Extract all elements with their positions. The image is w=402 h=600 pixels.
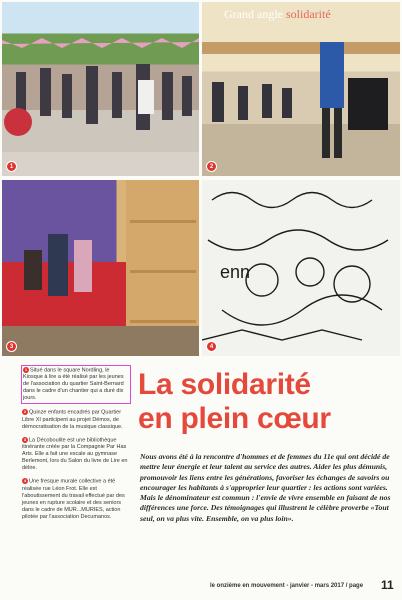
svg-text:enn: enn [220, 262, 251, 282]
caption-text: Situé dans le square Nordling, le Kiosque à lire a été réalisé par les jeunes de l'association du quartier Saint-Bernard dans le cadre d'un chantier qui a duré dix jours. [23, 367, 124, 402]
caption-text: Quinze enfants encadrés par Quartier Libre XI participent au projet Démos, de démocratisation de la musique classique. [22, 409, 123, 430]
caption-item [22, 478, 130, 520]
article-headline [138, 368, 400, 436]
page-footer: le onzième en mouvement - janvier - mars 2017 / page [210, 583, 364, 589]
caption-item [22, 409, 130, 430]
music-hall-illustration [202, 2, 400, 176]
library-illustration [2, 180, 199, 356]
caption-item [22, 437, 130, 472]
article-intro: Nous avons été à la rencontre d'hommes et de femmes du 11e qui ont décidé de mettre leur énergie et leur talent au service des autres. Aider les plus démunis, promouvoir les liens entre les générations, favoriser les échanges de savoirs ou encourager les habitants à s'approprier leur quartier : les actions sont variées. Mais le dénominateur est commun : l'envie de vivre ensemble en faisant de nos différences une force. Des témoignages qui illustrent le célèbre proverbe «Tout seul, on va plus vite. Ensemble, on va plus loin». [140, 452, 391, 523]
photo-street-event [2, 2, 199, 176]
headline-line-2: en plein cœur [138, 402, 331, 435]
photo-music-hall [202, 2, 400, 176]
caption-number: 3 [23, 436, 27, 442]
caption-number: 1 [24, 367, 28, 372]
caption-text: La Décoboulite est une bibliothèque itinérante créée par la Compagnie Par Has Arts. Elle a fait une escale au gymnase Berlemont, lors du Salon du livre de Lire en délire. [22, 437, 128, 472]
photo-overlay-title [224, 7, 331, 22]
mural-illustration [202, 180, 400, 356]
caption-text: Une fresque murale collective a été réalisée rue Léon Frot. Elle est l'aboutissement du travail effectué par des jeunes en rupture scolaire et des seniors dans le cadre de MUR...MURIES, action pilotée par l'association Decumanos. [22, 478, 125, 520]
photo-library-reading [2, 180, 199, 356]
photo-number-badge: 1 [6, 161, 17, 172]
caption-number: 4 [23, 478, 27, 484]
page-number: 11 [381, 578, 394, 592]
street-event-illustration [2, 2, 199, 176]
photo-mural [202, 180, 400, 356]
overlay-text: Grand angle [224, 7, 286, 21]
caption-item [22, 366, 130, 403]
photo-number-badge: 2 [206, 161, 217, 172]
caption-number: 2 [23, 409, 27, 415]
headline-line-1: La solidarité [138, 368, 311, 401]
photo-number-badge: 4 [206, 341, 217, 352]
overlay-accent-text: solidarité [285, 7, 331, 21]
photo-number-badge: 3 [6, 341, 17, 352]
photo-captions [22, 366, 130, 527]
